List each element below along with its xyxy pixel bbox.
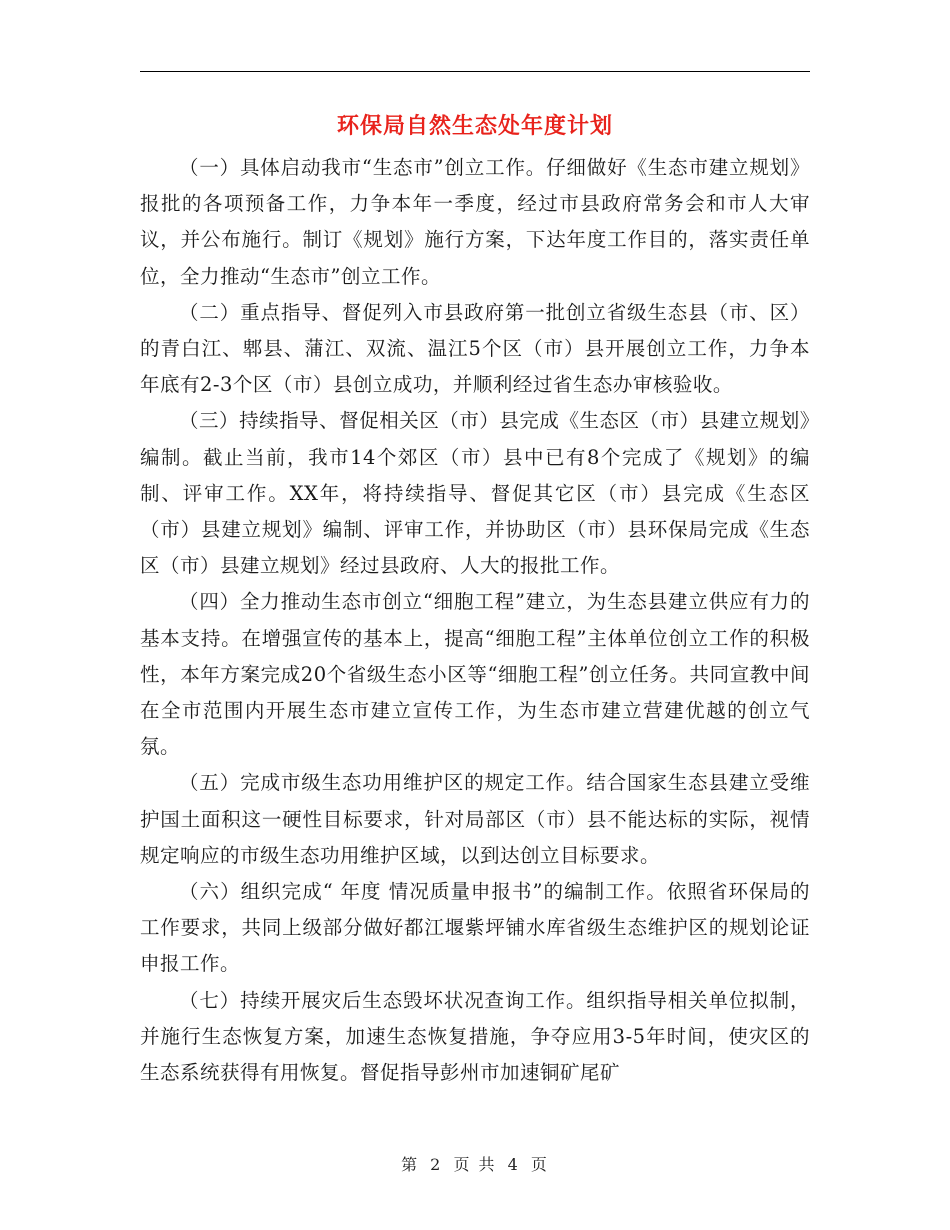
header-rule	[140, 71, 810, 72]
document-title: 环保局自然生态处年度计划	[336, 113, 613, 139]
paragraph-6: （六）组织完成“ 年度 情况质量申报书”的编制工作。依照省环保局的工作要求，共同上级部分做好都江堰紫坪铺水库省级生态维护区的规划论证申报工作。	[140, 880, 810, 976]
paragraph-3: （三）持续指导、督促相关区（市）县完成《生态区（市）县建立规划》编制。截止当前，我市14个郊区（市）县中已有8个完成了《规划》的编制、评审工作。XX年，将持续指导、督促其它区（市）县完成《生态区（市）县建立规划》编制、评审工作，并协助区（市）县环保局完成《生态区（市）县建立规划》经过县政府、人大的报批工作。	[140, 409, 810, 578]
paragraph-2: （二）重点指导、督促列入市县政府第一批创立省级生态县（市、区）的青白江、郫县、蒲江、双流、温江5个区（市）县开展创立工作，力争本年底有2-3个区（市）县创立成功，并顺利经过省生态办审核验收。	[140, 300, 810, 397]
page-label-prefix: 第	[401, 1155, 420, 1174]
paragraph-4: （四）全力推动生态市创立“细胞工程”建立，为生态县建立供应有力的基本支持。在增强宣传的基本上，提高“细胞工程”主体单位创立工作的积极性，本年方案完成20个省级生态小区等“细胞工程”创立任务。共同宣教中间在全市范围内开展生态市建立宣传工作，为生态市建立营建优越的创立气氛。	[140, 590, 810, 759]
page-footer	[0, 1152, 950, 1175]
current-page-number: 2	[430, 1155, 443, 1174]
paragraph-7: （七）持续开展灾后生态毁坏状况查询工作。组织指导相关单位拟制，并施行生态恢复方案，加速生态恢复措施，争夺应用3-5年时间，使灾区的生态系统获得有用恢复。督促指导彭州市加速铜矿尾矿	[140, 988, 810, 1085]
paragraph-1: （一）具体启动我市“生态市”创立工作。仔细做好《生态市建立规划》报批的各项预备工作，力争本年一季度，经过市县政府常务会和市人大审议，并公布施行。制订《规划》施行方案，下达年度工作目的，落实责任单位，全力推动“生态市”创立工作。	[140, 156, 810, 288]
page-label-suffix: 页	[530, 1155, 549, 1174]
document-body	[140, 150, 810, 1091]
total-pages-number: 4	[507, 1155, 520, 1174]
paragraph-5: （五）完成市级生态功用维护区的规定工作。结合国家生态县建立受维护国土面积这一硬性目标要求，针对局部区（市）县不能达标的实际，视情规定响应的市级生态功用维护区域，以到达创立目标要求。	[140, 771, 810, 867]
page-label-mid: 页 共	[453, 1155, 497, 1174]
